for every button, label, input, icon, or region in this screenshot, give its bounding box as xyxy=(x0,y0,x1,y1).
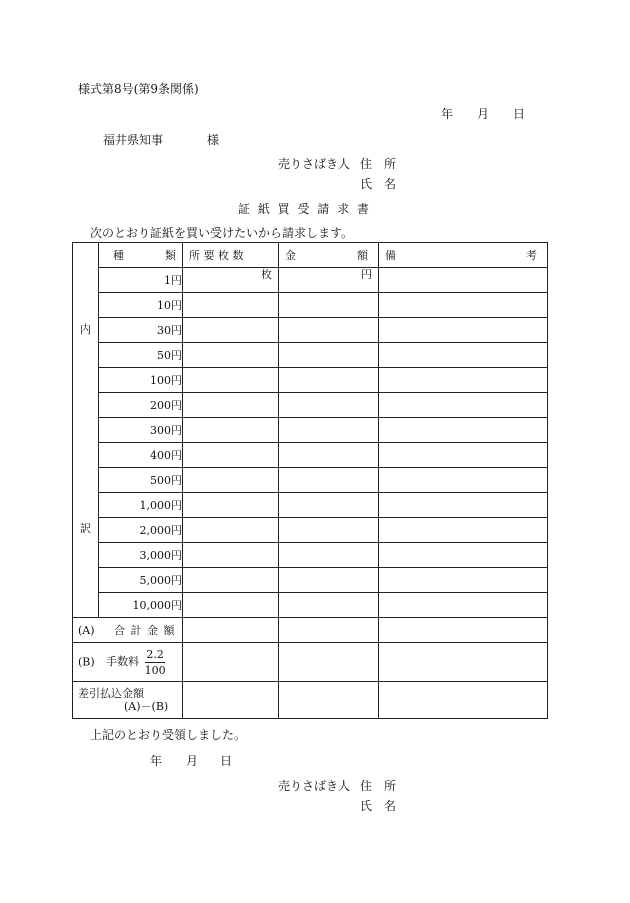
total-prefix: (A) xyxy=(78,623,95,637)
total-label: 合 計 金 額 xyxy=(114,623,176,637)
table-row xyxy=(73,268,548,293)
amount-cell[interactable] xyxy=(279,543,379,568)
total-row xyxy=(73,618,548,643)
amount-cell[interactable] xyxy=(279,293,379,318)
addressee-name: 福井県知事 xyxy=(103,133,164,147)
request-table xyxy=(72,242,548,719)
table-row xyxy=(73,568,548,593)
header-count-a: 所 要 枚 数 xyxy=(189,248,244,262)
diff-formula: (A)－(B) xyxy=(124,700,169,713)
fee-count-cell[interactable] xyxy=(183,643,279,682)
count-cell[interactable] xyxy=(183,543,279,568)
count-cell[interactable] xyxy=(183,518,279,543)
receipt-month: 月 xyxy=(186,754,199,768)
header-type-a: 種 xyxy=(113,248,124,262)
seller-bottom-address-label: 住 所 xyxy=(360,779,397,793)
note-cell[interactable] xyxy=(379,318,548,343)
note-cell[interactable] xyxy=(379,343,548,368)
table-row xyxy=(73,543,548,568)
denomination-cell: 100円 xyxy=(99,368,183,393)
denomination-cell: 400円 xyxy=(99,443,183,468)
table-row xyxy=(73,493,548,518)
seller-name-label: 氏 名 xyxy=(360,177,397,191)
diff-label: 差引払込金額 xyxy=(78,687,144,700)
amount-cell[interactable] xyxy=(279,493,379,518)
count-cell[interactable] xyxy=(183,568,279,593)
amount-cell[interactable] xyxy=(279,318,379,343)
amount-cell[interactable] xyxy=(279,593,379,618)
note-cell[interactable] xyxy=(379,543,548,568)
diff-note-cell[interactable] xyxy=(379,682,548,719)
table-row xyxy=(73,443,548,468)
seller-bottom-role: 売りさばき人 xyxy=(278,779,351,793)
note-cell[interactable] xyxy=(379,418,548,443)
amount-cell[interactable] xyxy=(279,418,379,443)
amount-cell[interactable] xyxy=(279,568,379,593)
header-note xyxy=(379,243,548,268)
fee-prefix: (B) xyxy=(78,655,95,668)
amount-cell[interactable] xyxy=(279,518,379,543)
denomination-cell: 1円 xyxy=(99,268,183,293)
count-cell[interactable] xyxy=(183,393,279,418)
form-number: 様式第8号(第9条関係) xyxy=(78,82,199,96)
table-row xyxy=(73,418,548,443)
header-note-b: 考 xyxy=(526,248,537,262)
seller-address-label: 住 所 xyxy=(360,157,397,171)
diff-amount-cell[interactable] xyxy=(279,682,379,719)
header-row xyxy=(73,243,548,268)
fee-numerator: 2.2 xyxy=(146,647,164,661)
amount-cell[interactable] xyxy=(279,368,379,393)
table-row xyxy=(73,593,548,618)
denomination-cell: 10円 xyxy=(99,293,183,318)
count-cell[interactable] xyxy=(183,318,279,343)
document-title: 証 紙 買 受 請 求 書 xyxy=(238,202,371,216)
amount-cell[interactable] xyxy=(279,468,379,493)
note-cell[interactable] xyxy=(379,468,548,493)
header-amount-b: 額 xyxy=(357,248,368,262)
denomination-cell: 200円 xyxy=(99,393,183,418)
diff-count-cell[interactable] xyxy=(183,682,279,719)
amount-cell[interactable] xyxy=(279,393,379,418)
seller-role: 売りさばき人 xyxy=(278,157,351,171)
unit-amount: 円 xyxy=(361,268,372,281)
table-row xyxy=(73,368,548,393)
table-row xyxy=(73,468,548,493)
diff-row xyxy=(73,682,548,719)
total-amount-cell[interactable] xyxy=(279,618,379,643)
count-cell[interactable] xyxy=(183,443,279,468)
date-year: 年 xyxy=(441,107,454,121)
receipt-day: 日 xyxy=(220,754,233,768)
count-cell[interactable] xyxy=(183,418,279,443)
denomination-cell: 300円 xyxy=(99,418,183,443)
table-row xyxy=(73,318,548,343)
denomination-cell: 30円 xyxy=(99,318,183,343)
fee-label-cell xyxy=(73,643,183,682)
denomination-cell: 5,000円 xyxy=(99,568,183,593)
count-cell[interactable] xyxy=(183,593,279,618)
amount-cell[interactable] xyxy=(279,443,379,468)
breakdown-label xyxy=(73,243,99,618)
total-count-cell[interactable] xyxy=(183,618,279,643)
denomination-cell: 3,000円 xyxy=(99,543,183,568)
fee-row xyxy=(73,643,548,682)
count-cell[interactable] xyxy=(183,468,279,493)
breakdown-label-top: 内 xyxy=(80,323,91,336)
table-row xyxy=(73,293,548,318)
table-row xyxy=(73,518,548,543)
denomination-cell: 2,000円 xyxy=(99,518,183,543)
count-cell[interactable] xyxy=(183,268,279,293)
fee-amount-cell[interactable] xyxy=(279,643,379,682)
note-cell[interactable] xyxy=(379,593,548,618)
note-cell[interactable] xyxy=(379,293,548,318)
note-cell[interactable] xyxy=(379,268,548,293)
note-cell[interactable] xyxy=(379,443,548,468)
denomination-cell: 50円 xyxy=(99,343,183,368)
note-cell[interactable] xyxy=(379,368,548,393)
total-label-cell xyxy=(73,618,183,643)
note-cell[interactable] xyxy=(379,393,548,418)
header-note-a: 備 xyxy=(385,248,396,262)
fee-denominator: 100 xyxy=(144,663,166,677)
count-cell[interactable] xyxy=(183,368,279,393)
note-cell[interactable] xyxy=(379,568,548,593)
intro-text: 次のとおり証紙を買い受けたいから請求します。 xyxy=(90,226,354,240)
note-cell[interactable] xyxy=(379,493,548,518)
seller-bottom-name-label: 氏 名 xyxy=(360,799,397,813)
denomination-cell: 1,000円 xyxy=(99,493,183,518)
table-row xyxy=(73,393,548,418)
addressee-honorific: 様 xyxy=(207,133,220,147)
receipt-text: 上記のとおり受領しました。 xyxy=(90,728,247,742)
count-cell[interactable] xyxy=(183,343,279,368)
header-type-b: 類 xyxy=(165,248,176,262)
diff-label-cell xyxy=(73,682,183,719)
date-day: 日 xyxy=(513,107,526,121)
denomination-cell: 10,000円 xyxy=(99,593,183,618)
date-month: 月 xyxy=(477,107,490,121)
header-amount xyxy=(279,243,379,268)
note-cell[interactable] xyxy=(379,518,548,543)
header-amount-a: 金 xyxy=(285,248,296,262)
header-count xyxy=(183,243,279,268)
table-row xyxy=(73,343,548,368)
fee-note-cell[interactable] xyxy=(379,643,548,682)
total-note-cell[interactable] xyxy=(379,618,548,643)
amount-cell[interactable] xyxy=(279,268,379,293)
count-cell[interactable] xyxy=(183,293,279,318)
count-cell[interactable] xyxy=(183,493,279,518)
fee-fraction xyxy=(145,648,166,677)
receipt-year: 年 xyxy=(150,754,163,768)
unit-count: 枚 xyxy=(261,268,272,281)
amount-cell[interactable] xyxy=(279,343,379,368)
fee-label: 手数料 xyxy=(106,655,140,668)
breakdown-label-bottom: 訳 xyxy=(80,522,91,535)
denomination-cell: 500円 xyxy=(99,468,183,493)
header-type xyxy=(99,243,183,268)
